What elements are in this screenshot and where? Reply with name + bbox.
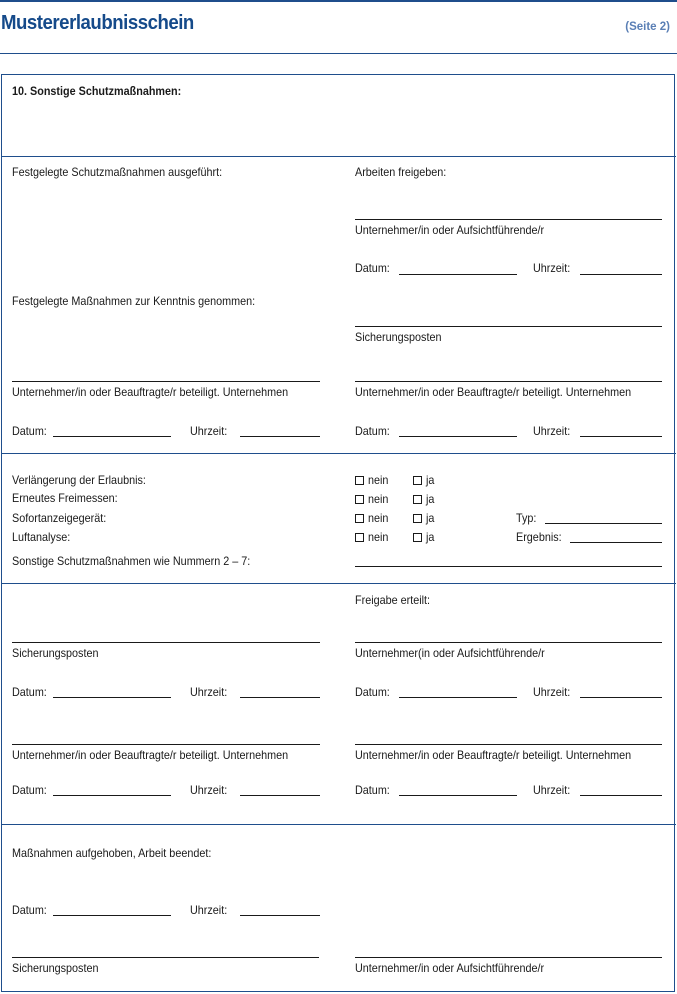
time-field[interactable] xyxy=(580,795,662,796)
checkbox-label: ja xyxy=(426,511,435,525)
checkbox-remeasure-no[interactable] xyxy=(355,495,364,504)
instant-display-label: Sofortanzeigegerät: xyxy=(12,511,107,525)
signature-field-contractor[interactable] xyxy=(355,744,662,745)
signature-field-supervisor[interactable] xyxy=(355,957,662,958)
time-field[interactable] xyxy=(580,436,662,437)
checkbox-label: nein xyxy=(368,511,389,525)
time-field[interactable] xyxy=(240,795,320,796)
header-rule xyxy=(0,53,677,54)
top-rule xyxy=(0,0,677,2)
signature-field-safety-guard[interactable] xyxy=(12,957,319,958)
signature-field-contractor[interactable] xyxy=(12,381,320,382)
signature-field-supervisor[interactable] xyxy=(355,642,662,643)
date-label: Datum: xyxy=(355,685,390,699)
date-field[interactable] xyxy=(399,795,517,796)
signature-label: Unternehmer(in oder Aufsichtführende/r xyxy=(355,646,545,660)
checkbox-extension-yes[interactable] xyxy=(413,476,422,485)
checkbox-remeasure-yes[interactable] xyxy=(413,495,422,504)
date-label: Datum: xyxy=(12,685,47,699)
section-divider xyxy=(1,824,676,825)
time-label: Uhrzeit: xyxy=(533,261,571,275)
result-field[interactable] xyxy=(570,542,662,543)
result-label: Ergebnis: xyxy=(516,530,562,544)
work-ended-heading: Maßnahmen aufgehoben, Arbeit beendet: xyxy=(12,846,212,860)
type-label: Typ: xyxy=(516,511,537,525)
date-field[interactable] xyxy=(399,274,517,275)
section-divider xyxy=(1,453,676,454)
page-number: (Seite 2) xyxy=(625,21,670,33)
extension-label: Verlängerung der Erlaubnis: xyxy=(12,473,146,487)
other-measures-label: Sonstige Schutzmaßnahmen wie Nummern 2 – 7: xyxy=(12,554,251,568)
time-field[interactable] xyxy=(580,274,662,275)
checkbox-air-analysis-no[interactable] xyxy=(355,533,364,542)
time-label: Uhrzeit: xyxy=(190,783,228,797)
signature-label: Sicherungsposten xyxy=(355,330,442,344)
date-field[interactable] xyxy=(399,436,517,437)
date-field[interactable] xyxy=(53,436,171,437)
checkbox-air-analysis-yes[interactable] xyxy=(413,533,422,542)
section10-heading: 10. Sonstige Schutzmaßnahmen: xyxy=(12,84,182,98)
time-field[interactable] xyxy=(240,915,320,916)
section-divider xyxy=(1,156,676,157)
date-field[interactable] xyxy=(399,697,517,698)
checkbox-label: nein xyxy=(368,530,389,544)
release-granted-heading: Freigabe erteilt: xyxy=(355,593,431,607)
time-field[interactable] xyxy=(240,697,320,698)
release-work-heading: Arbeiten freigeben: xyxy=(355,165,447,179)
time-field[interactable] xyxy=(580,697,662,698)
date-label: Datum: xyxy=(355,424,390,438)
date-label: Datum: xyxy=(355,783,390,797)
date-field[interactable] xyxy=(53,697,171,698)
date-label: Datum: xyxy=(12,424,47,438)
signature-field-safety-guard[interactable] xyxy=(355,326,662,327)
other-measures-field[interactable] xyxy=(355,566,662,567)
date-field[interactable] xyxy=(53,795,171,796)
acknowledged-heading: Festgelegte Maßnahmen zur Kenntnis genommen: xyxy=(12,294,256,308)
signature-label: Unternehmer/in oder Beauftragte/r beteiligt. Unternehmen xyxy=(355,748,632,762)
checkbox-label: ja xyxy=(426,473,435,487)
signature-label: Sicherungsposten xyxy=(12,646,99,660)
signature-field-contractor[interactable] xyxy=(355,381,662,382)
date-label: Datum: xyxy=(355,261,390,275)
executed-heading: Festgelegte Schutzmaßnahmen ausgeführt: xyxy=(12,165,223,179)
type-field[interactable] xyxy=(545,523,662,524)
signature-label: Unternehmer/in oder Beauftragte/r beteiligt. Unternehmen xyxy=(12,385,289,399)
signature-label: Unternehmer/in oder Aufsichtführende/r xyxy=(355,223,545,237)
time-label: Uhrzeit: xyxy=(190,685,228,699)
signature-field-supervisor[interactable] xyxy=(355,219,662,220)
signature-field-contractor[interactable] xyxy=(12,744,320,745)
time-label: Uhrzeit: xyxy=(190,424,228,438)
checkbox-instant-display-yes[interactable] xyxy=(413,514,422,523)
signature-field-safety-guard[interactable] xyxy=(12,642,320,643)
checkbox-label: nein xyxy=(368,492,389,506)
time-label: Uhrzeit: xyxy=(533,783,571,797)
date-field[interactable] xyxy=(53,915,171,916)
time-field[interactable] xyxy=(240,436,320,437)
signature-label: Unternehmer/in oder Beauftragte/r beteiligt. Unternehmen xyxy=(355,385,632,399)
time-label: Uhrzeit: xyxy=(190,903,228,917)
section-divider xyxy=(1,583,676,584)
date-label: Datum: xyxy=(12,783,47,797)
signature-label: Sicherungsposten xyxy=(12,961,99,975)
remeasure-label: Erneutes Freimessen: xyxy=(12,491,118,505)
checkbox-label: nein xyxy=(368,473,389,487)
time-label: Uhrzeit: xyxy=(533,424,571,438)
date-label: Datum: xyxy=(12,903,47,917)
time-label: Uhrzeit: xyxy=(533,685,571,699)
checkbox-extension-no[interactable] xyxy=(355,476,364,485)
air-analysis-label: Luftanalyse: xyxy=(12,530,71,544)
checkbox-label: ja xyxy=(426,530,435,544)
document-title: Mustererlaubnisschein xyxy=(1,12,194,34)
signature-label: Unternehmer/in oder Beauftragte/r beteiligt. Unternehmen xyxy=(12,748,289,762)
checkbox-instant-display-no[interactable] xyxy=(355,514,364,523)
signature-label: Unternehmer/in oder Aufsichtführende/r xyxy=(355,961,545,975)
checkbox-label: ja xyxy=(426,492,435,506)
